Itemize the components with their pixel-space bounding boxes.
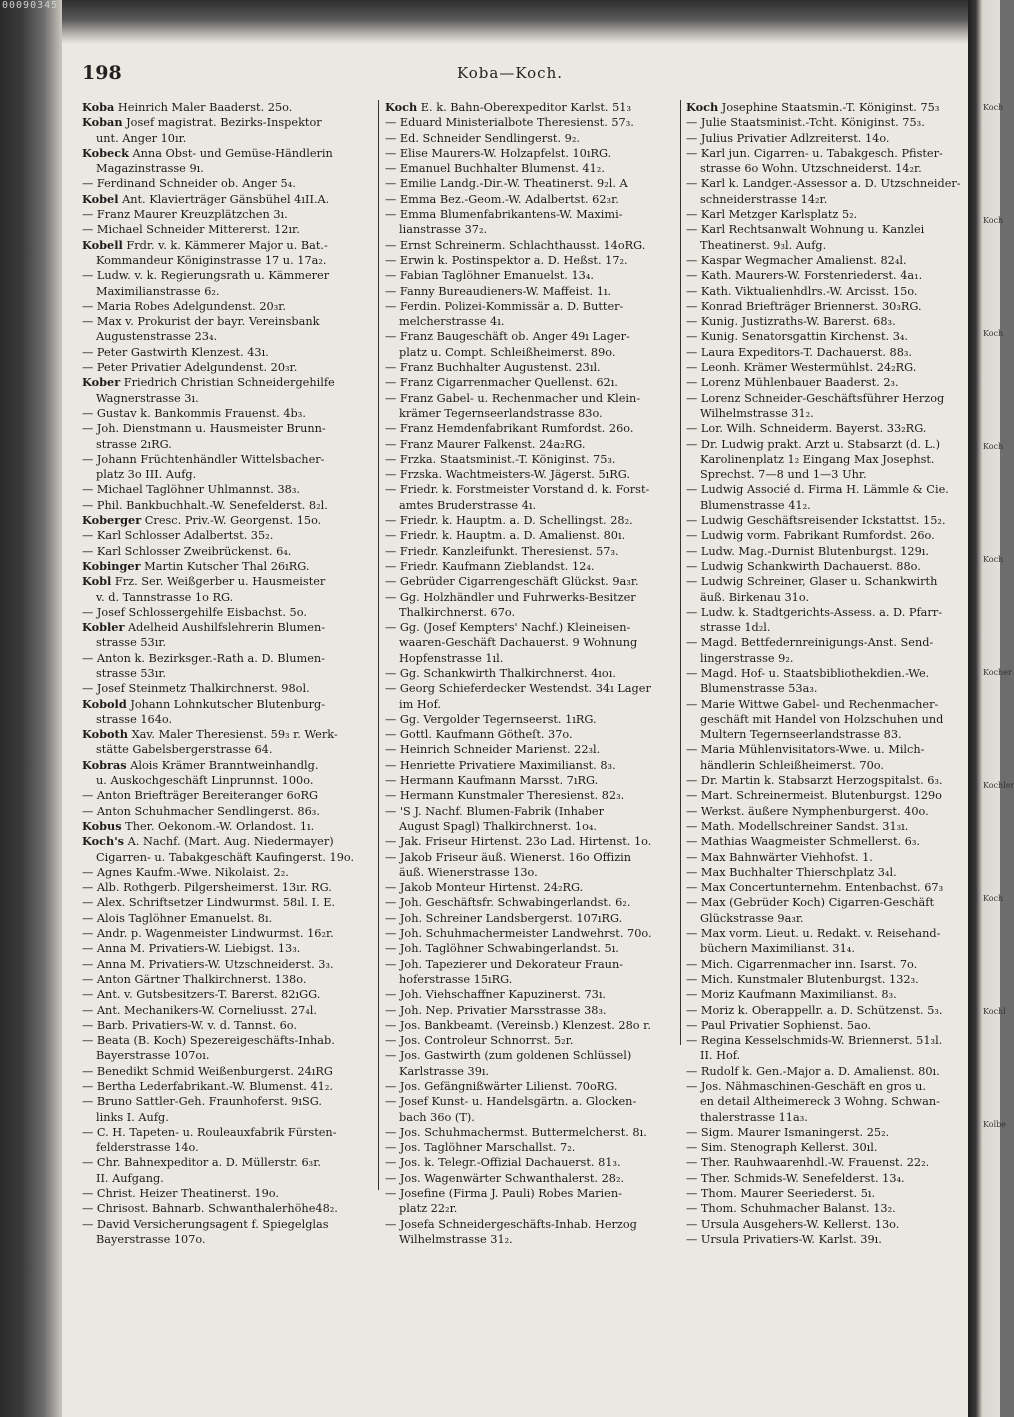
directory-entry: — Gebrüder Cigarrengeschäft Glückst. 9a₃r. (385, 575, 639, 589)
directory-entry: — Dr. Martin k. Stabsarzt Herzogspitalst. 6₃. (686, 774, 943, 788)
directory-entry: — Sigm. Maurer Ismaningerst. 25₂. (686, 1125, 890, 1139)
directory-entry: — Joh. Viehschaffner Kapuzinerst. 73ı. (385, 988, 607, 1002)
directory-entry: — Leonh. Krämer Westermühlst. 24₂RG. (686, 361, 917, 375)
directory-entry: — Fanny Bureaudieners-W. Maffeist. 1ı. (385, 284, 612, 298)
entry-text: Alois Krämer Branntweinhandlg. (126, 758, 319, 772)
directory-entry: — Jos. Taglöhner Marschallst. 7₂. (385, 1141, 576, 1155)
directory-entry: — Moriz k. Oberappellr. a. D. Schützenst. 5₃. (686, 1003, 943, 1017)
directory-entry: Maximilianstrasse 6₂. (96, 284, 220, 298)
directory-entry (82, 834, 372, 849)
directory-entry (82, 819, 372, 834)
entry-text: Josef magistrat. Bezirks-Inspektor (122, 116, 322, 130)
directory-entry: — Lor. Wilh. Schneiderm. Bayerst. 33₂RG. (686, 422, 927, 436)
directory-entry: — Max (Gebrüder Koch) Cigarren-Geschäft (686, 896, 934, 910)
column-2 (385, 100, 675, 1247)
directory-entry: — Agnes Kaufm.-Wwe. Nikolaist. 2₂. (82, 865, 289, 879)
entry-text: Frz. Ser. Weißgerber u. Hausmeister (111, 575, 326, 589)
directory-entry: — Kath. Viktualienhdlrs.-W. Arcisst. 15o. (686, 284, 918, 298)
directory-entry: — Moriz Kaufmann Maximilianst. 8₃. (686, 988, 897, 1002)
directory-entry: Blumenstrasse 41₂. (700, 498, 811, 512)
directory-entry: — Joh. Schuhmachermeister Landwehrst. 70o. (385, 927, 652, 941)
directory-entry (82, 574, 372, 589)
directory-entry: Wilhelmstrasse 31₂. (399, 1232, 513, 1246)
directory-entry: geschäft mit Handel von Holzschuhen und (700, 712, 944, 726)
directory-entry: platz 22₂r. (399, 1202, 458, 1216)
directory-entry: schneiderstrasse 14₂r. (700, 192, 828, 206)
directory-entry: — Jos. Controleur Schnorrst. 5₂r. (385, 1034, 574, 1048)
directory-entry: — Ant. v. Gutsbesitzers-T. Barerst. 82ıGG. (82, 988, 321, 1002)
directory-entry: — Lorenz Mühlenbauer Baaderst. 2₃. (686, 376, 899, 390)
directory-entry: — Julius Privatier Adlzreiterst. 14o. (686, 131, 890, 145)
directory-entry: Thalkirchnerst. 67o. (399, 605, 516, 619)
directory-entry: — Jos. Gefängnißwärter Lilienst. 70oRG. (385, 1080, 618, 1093)
entry-surname: Kobold (82, 696, 127, 711)
directory-entry: — Andr. p. Wagenmeister Lindwurmst. 16₂r. (82, 927, 334, 941)
directory-entry: im Hof. (399, 697, 441, 711)
directory-entry: — Sim. Stenograph Kellerst. 30ıl. (686, 1141, 878, 1155)
directory-entry: — Magd. Bettfedernreinigungs-Anst. Send- (686, 636, 934, 650)
directory-entry (82, 697, 372, 712)
directory-entry: — Phil. Bankbuchhalt.-W. Senefelderst. 8₂l. (82, 498, 328, 512)
entry-surname: Koban (82, 115, 123, 130)
directory-entry: — Kunig. Senatorsgattin Kirchenst. 3₄. (686, 330, 908, 344)
next-page-word: Kolbe (983, 1120, 1006, 1129)
directory-entry: — Jakob Monteur Hirtenst. 24₂RG. (385, 881, 584, 895)
directory-entry: — Alb. Rothgerb. Pilgersheimerst. 13ır. RG. (82, 881, 332, 895)
directory-entry: — Jakob Friseur äuß. Wienerst. 16o Offizin (385, 850, 632, 864)
directory-entry: — Ludwig vorm. Fabrikant Rumfordst. 26o. (686, 529, 935, 543)
directory-entry: — Magd. Hof- u. Staatsbibliothekdien.-We. (686, 666, 930, 680)
directory-entry: — Gg. Holzhändler und Fuhrwerks-Besitzer (385, 590, 636, 604)
directory-entry: amtes Bruderstrasse 4ı. (399, 498, 537, 512)
directory-entry: — Friedr. Kaufmann Zieblandst. 12₄. (385, 559, 595, 573)
directory-entry: — Eduard Ministerialbote Theresienst. 57₃. (385, 116, 634, 130)
directory-entry: — Kath. Maurers-W. Forstenriederst. 4a₁. (686, 269, 923, 283)
directory-entry: — Erwin k. Postinspektor a. D. Heßst. 17₂. (385, 253, 628, 267)
entry-text: Anna Obst- und Gemüse-Händlerin (128, 146, 333, 160)
directory-entry: — Dr. Ludwig prakt. Arzt u. Stabsarzt (d. L.) (686, 437, 941, 451)
directory-entry: — Paul Privatier Sophienst. 5ao. (686, 1018, 872, 1032)
directory-entry: lianstrasse 37₂. (399, 223, 488, 237)
directory-entry: August Spagl) Thalkirchnerst. 1o₄. (399, 819, 598, 833)
directory-entry: krämer Tegernseerlandstrasse 83o. (399, 406, 603, 420)
directory-entry: — Jak. Friseur Hirtenst. 23o Lad. Hirtenst. 1o. (385, 835, 652, 849)
directory-entry: Hopfenstrasse 1ıl. (399, 651, 504, 665)
scan-top-shadow (0, 0, 1000, 44)
directory-entry: — Math. Modellschreiner Sandst. 31₃ı. (686, 819, 909, 833)
directory-entry: — Heinrich Schneider Marienst. 22₃l. (385, 743, 601, 757)
entry-text: A. Nachf. (Mart. Aug. Niedermayer) (124, 835, 334, 849)
directory-entry: — Rudolf k. Gen.-Major a. D. Amalienst. 80ı. (686, 1064, 940, 1078)
directory-entry: — Gustav k. Bankommis Frauenst. 4b₃. (82, 406, 306, 420)
entry-text: Josephine Staatsmin.-T. Königinst. 75₃ (718, 101, 940, 114)
directory-entry: — Josef Schlossergehilfe Eisbachst. 5o. (82, 605, 307, 619)
directory-entry: — Bruno Sattler-Geh. Fraunhoferst. 9ıSG. (82, 1095, 322, 1109)
directory-entry: Bayerstrasse 107o. (96, 1232, 206, 1246)
directory-entry: — Joh. Taglöhner Schwabingerlandst. 5ı. (385, 942, 619, 956)
directory-entry: — Anton k. Bezirksger.-Rath a. D. Blumen- (82, 651, 325, 665)
directory-entry: — Michael Schneider Mittererst. 12ır. (82, 223, 300, 237)
directory-entry: händlerin Schleißheimerst. 70o. (700, 758, 884, 772)
directory-entry: — Josef Kunst- u. Handelsgärtn. a. Glocken- (385, 1095, 637, 1109)
next-page-word: Koch (983, 329, 1004, 338)
column-rule-1 (378, 100, 379, 1190)
directory-entry: — Ferdinand Schneider ob. Anger 5₄. (82, 177, 296, 191)
entry-surname: Kobras (82, 757, 127, 772)
directory-entry (82, 620, 372, 635)
directory-entry: — Hermann Kaufmann Marsst. 7ıRG. (385, 774, 599, 788)
directory-entry (385, 100, 675, 115)
directory-entry: — Franz Hemdenfabrikant Rumfordst. 26o. (385, 422, 634, 436)
directory-entry: strasse 53ır. (96, 666, 167, 680)
directory-entry: — Karl Metzger Karlsplatz 5₂. (686, 208, 858, 222)
directory-entry: — Frzka. Staatsminist.-T. Königinst. 75₃. (385, 452, 616, 466)
entry-surname: Koch (686, 100, 719, 114)
directory-entry: — Werkst. äußere Nymphenburgerst. 40o. (686, 804, 929, 818)
directory-entry: — Ant. Mechanikers-W. Corneliusst. 27₄l. (82, 1003, 317, 1017)
directory-entry: — Gottl. Kaufmann Götheſt. 37o. (385, 728, 573, 742)
directory-entry: — Max Concertunternehm. Entenbachst. 67₃ (686, 881, 944, 895)
directory-entry: — Karl Schlosser Adalbertst. 35₂. (82, 529, 274, 543)
directory-entry: — Josef Steinmetz Thalkirchnerst. 98ol. (82, 682, 310, 696)
next-page-word: Koch (983, 103, 1004, 112)
directory-entry: — Gg. Vergolder Tegernseerst. 1ıRG. (385, 712, 597, 726)
directory-entry: Blumenstrasse 53a₃. (700, 682, 818, 696)
directory-entry: — David Versicherungsagent f. Spiegelglas (82, 1217, 329, 1231)
directory-entry: — Joh. Dienstmann u. Hausmeister Brunn- (82, 422, 326, 436)
directory-entry: unt. Anger 10ır. (96, 131, 187, 145)
directory-entry: strasse 2ıRG. (96, 437, 172, 451)
directory-entry: — Ther. Schmids-W. Senefelderst. 13₄. (686, 1171, 905, 1185)
directory-entry: thalerstrasse 11a₃. (700, 1110, 808, 1124)
directory-entry: en detail Altheimereck 3 Wohng. Schwan- (700, 1095, 940, 1109)
entry-text: Frdr. v. k. Kämmerer Major u. Bat.- (122, 238, 328, 252)
directory-entry: — Mich. Kunstmaler Blutenburgst. 132₃. (686, 972, 919, 986)
directory-entry: — Joh. Nep. Privatier Marsstrasse 38₃. (385, 1003, 607, 1017)
directory-entry: — Ludw. Mag.-Durnist Blutenburgst. 129ı. (686, 544, 930, 558)
directory-entry: stätte Gabelsbergerstrasse 64. (96, 743, 273, 757)
directory-entry: waaren-Geschäft Dachauerst. 9 Wohnung (399, 636, 638, 650)
entry-surname: Koba (82, 100, 115, 114)
directory-entry: — Hermann Kunstmaler Theresienst. 82₃. (385, 789, 625, 803)
entry-text: Cresc. Priv.-W. Georgenst. 15o. (141, 514, 322, 528)
directory-entry: — Emilie Landg.-Dir.-W. Theatinerst. 9₂l. A (385, 177, 628, 191)
entry-surname: Kobeck (82, 145, 129, 160)
directory-entry: — Emanuel Buchhalter Blumenst. 41₂. (385, 162, 605, 176)
directory-entry: — Christ. Heizer Theatinerst. 19o. (82, 1187, 279, 1201)
directory-entry: äuß. Birkenau 31o. (700, 590, 810, 604)
directory-entry: büchern Maximilianst. 31₄. (700, 942, 855, 956)
entry-surname: Kobinger (82, 558, 141, 573)
entry-surname: Koch's (82, 834, 125, 849)
directory-entry: — C. H. Tapeten- u. Rouleauxfabrik Fürsten- (82, 1125, 337, 1139)
directory-entry: — Marie Wittwe Gabel- und Rechenmacher- (686, 697, 939, 711)
directory-entry (82, 513, 372, 528)
directory-entry: strasse 1d₂l. (700, 621, 771, 635)
directory-entry: strasse 53ır. (96, 636, 167, 650)
directory-entry: Multern Tegernseerlandstrasse 83. (700, 728, 902, 742)
directory-entry: II. Hof. (700, 1049, 741, 1063)
column-1 (82, 100, 372, 1247)
directory-entry: — Emma Bez.-Geom.-W. Adalbertst. 62₃r. (385, 192, 619, 206)
next-page-word: Koch (983, 442, 1004, 451)
directory-entry: — Alex. Schriftsetzer Lindwurmst. 58ıl. I. E. (82, 896, 336, 910)
directory-entry: lingerstrasse 9₂. (700, 651, 794, 665)
entry-surname: Kobus (82, 818, 122, 833)
entry-text: E. k. Bahn-Oberexpeditor Karlst. 51₃ (417, 101, 631, 114)
directory-entry: — Ludwig Associé d. Firma H. Lämmle & Cie. (686, 483, 949, 497)
directory-entry: — Franz Maurer Kreuzplätzchen 3ı. (82, 208, 288, 222)
directory-entry: strasse 164o. (96, 712, 173, 726)
directory-entry: — Laura Expeditors-T. Dachauerst. 88₃. (686, 345, 913, 359)
directory-entry: — Jos. Schuhmachermst. Buttermelcherst. 8ı. (385, 1125, 647, 1139)
directory-entry: — Max vorm. Lieut. u. Redakt. v. Reisehand- (686, 927, 941, 941)
directory-entry: Sprechst. 7—8 und 1—3 Uhr. (700, 468, 867, 482)
directory-entry: — Ludwig Geschäftsreisender Ickstattst. 15₂. (686, 514, 946, 528)
directory-entry: Karlstrasse 39ı. (399, 1064, 490, 1078)
directory-entry: — Michael Taglöhner Uhlmannst. 38₃. (82, 483, 300, 497)
directory-entry: — Franz Cigarrenmacher Quellenst. 62ı. (385, 376, 618, 390)
directory-entry: — Kunig. Justizraths-W. Barerst. 68₃. (686, 315, 896, 329)
directory-entry: u. Auskochgeschäft Linprunnst. 100o. (96, 774, 314, 788)
directory-entry: — Ursula Ausgehers-W. Kellerst. 13o. (686, 1217, 900, 1231)
directory-entry: — Anton Briefträger Bereiteranger 6oRG (82, 789, 319, 803)
entry-text: Xav. Maler Theresienst. 59₃ r. Werk- (127, 728, 338, 742)
directory-entry (82, 115, 372, 130)
directory-entry: — Franz Maurer Falkenst. 24a₂RG. (385, 437, 586, 451)
directory-entry: — Chrisost. Bahnarb. Schwanthalerhöhe48₂. (82, 1202, 338, 1216)
scan-id: 00090345 (2, 0, 59, 11)
directory-entry: — Jos. Nähmaschinen-Geschäft en gros u. (686, 1080, 927, 1093)
directory-entry: — Barb. Privatiers-W. v. d. Tannst. 6o. (82, 1018, 298, 1032)
directory-entry: — Lorenz Schneider-Geschäftsführer Herzog (686, 391, 945, 405)
directory-entry: — Fabian Taglöhner Emanuelst. 13₄. (385, 269, 594, 283)
directory-entry: — Ludw. v. k. Regierungsrath u. Kämmerer (82, 269, 330, 283)
next-page-word: Kochler (983, 781, 1014, 790)
directory-entry: II. Aufgang. (96, 1171, 164, 1185)
entry-surname: Koboth (82, 727, 128, 742)
directory-entry: — Max Buchhalter Thierschplatz 3₄l. (686, 865, 897, 879)
directory-entry: — Alois Taglöhner Emanuelst. 8ı. (82, 911, 273, 925)
directory-entry: — Ludwig Schankwirth Dachauerst. 88o. (686, 559, 921, 573)
directory-entry: — Franz Baugeschäft ob. Anger 49ı Lager- (385, 330, 630, 344)
directory-entry: — Mich. Cigarrenmacher inn. Isarst. 7o. (686, 957, 918, 971)
entry-surname: Kobl (82, 574, 112, 589)
next-page-word: Koch (983, 216, 1004, 225)
directory-entry: — Joh. Schreiner Landsbergerst. 107ıRG. (385, 911, 623, 925)
directory-entry: — Franz Gabel- u. Rechenmacher und Klein- (385, 391, 641, 405)
entry-text: Ant. Klavierträger Gänsbühel 4ıII.A. (118, 192, 330, 206)
entry-text: Johann Lohnkutscher Blutenburg- (126, 697, 326, 711)
next-page-word: Koch (983, 894, 1004, 903)
directory-entry: — Elise Maurers-W. Holzapfelst. 10ıRG. (385, 146, 612, 160)
directory-entry: — Joh. Tapezierer und Dekorateur Fraun- (385, 957, 624, 971)
directory-entry (82, 375, 372, 390)
directory-entry: — Johann Früchtenhändler Wittelsbacher- (82, 452, 325, 466)
column-rule-2 (680, 100, 681, 1045)
directory-entry: Kommandeur Königinstrasse 17 u. 17a₂. (96, 253, 327, 267)
next-page-word: Kocher (983, 668, 1012, 677)
directory-entry: — Thom. Maurer Seeriederst. 5ı. (686, 1187, 876, 1201)
directory-entry: — Karl Schlosser Zweibrückenst. 6₄. (82, 544, 292, 558)
entry-text: Adelheid Aushilfslehrerin Blumen- (124, 621, 326, 635)
directory-entry: — Friedr. k. Forstmeister Vorstand d. k. Forst- (385, 483, 650, 497)
entry-text: Ther. Oekonom.-W. Orlandost. 1ı. (121, 819, 315, 833)
directory-entry (82, 238, 372, 253)
directory-entry: — Karl Rechtsanwalt Wohnung u. Kanzlei (686, 223, 925, 237)
directory-entry: — Anton Gärtner Thalkirchnerst. 138o. (82, 972, 307, 986)
directory-entry: — Peter Gastwirth Klenzest. 43ı. (82, 345, 269, 359)
directory-entry: — Beata (B. Koch) Spezereigeschäfts-Inhab. (82, 1034, 335, 1048)
directory-entry: — Friedr. Kanzleifunkt. Theresienst. 57₃. (385, 544, 619, 558)
directory-entry: — Georg Schieferdecker Westendst. 34ı Lager (385, 682, 651, 696)
directory-entry: — Ed. Schneider Sendlingerst. 9₂. (385, 131, 580, 145)
directory-entry: äuß. Wienerstrasse 13o. (399, 865, 538, 879)
directory-entry: Theatinerst. 9₃l. Aufg. (700, 238, 827, 252)
scan-left-gutter (0, 0, 62, 1417)
directory-entry: — Bertha Lederfabrikant.-W. Blumenst. 41₂. (82, 1080, 333, 1093)
directory-entry: — Franz Buchhalter Augustenst. 23ıl. (385, 361, 601, 375)
directory-entry: — Benedikt Schmid Weißenburgerst. 24ıRG (82, 1064, 333, 1078)
directory-entry (82, 146, 372, 161)
directory-entry: — Joh. Geschäftsfr. Schwabingerlandst. 6₂. (385, 896, 631, 910)
directory-entry: — Jos. k. Telegr.-Offizial Dachauerst. 81₃. (385, 1156, 621, 1170)
directory-entry: — Gg. (Josef Kempters' Nachf.) Kleineisen- (385, 621, 631, 635)
directory-entry: — Julie Staatsminist.-Tcht. Königinst. 75₃. (686, 116, 925, 130)
directory-entry: hoferstrasse 15ıRG. (399, 972, 513, 986)
directory-entry: platz u. Compt. Schleißheimerst. 89o. (399, 345, 616, 359)
entry-text: Friedrich Christian Schneidergehilfe (120, 376, 335, 390)
directory-entry: Wilhelmstrasse 31₂. (700, 406, 814, 420)
directory-entry: strasse 6o Wohn. Utzschneiderst. 14₂r. (700, 162, 922, 176)
directory-entry: — Josefine (Firma J. Pauli) Robes Marien- (385, 1187, 622, 1201)
directory-entry: platz 3o III. Aufg. (96, 468, 197, 482)
directory-entry: Glückstrasse 9a₃r. (700, 911, 804, 925)
directory-entry: Cigarren- u. Tabakgeschäft Kaufingerst. 19o. (96, 850, 355, 864)
directory-entry: — Max v. Prokurist der bayr. Vereinsbank (82, 315, 320, 329)
directory-entry: — Jos. Wagenwärter Schwanthalerst. 28₂. (385, 1171, 625, 1185)
directory-entry (82, 192, 372, 207)
page-number: 198 (82, 62, 122, 84)
directory-entry: — Konrad Briefträger Briennerst. 30₃RG. (686, 299, 922, 313)
directory-entry: — Gg. Schankwirth Thalkirchnerst. 4ıoı. (385, 666, 616, 680)
directory-entry: — Anna M. Privatiers-W. Utzschneiderst. 3₃. (82, 957, 334, 971)
directory-entry: — Karl jun. Cigarren- u. Tabakgesch. Pfister- (686, 146, 943, 160)
directory-entry: links I. Aufg. (96, 1110, 169, 1124)
entry-text: Heinrich Maler Baaderst. 25o. (114, 101, 293, 114)
directory-entry: — Chr. Bahnexpeditor a. D. Müllerstr. 6₃r. (82, 1156, 321, 1170)
directory-entry: — Mart. Schreinermeist. Blutenburgst. 129o (686, 789, 942, 803)
directory-entry: — Anton Schuhmacher Sendlingerst. 86₃. (82, 804, 320, 818)
directory-entry: — Emma Blumenfabrikantens-W. Maximi- (385, 208, 623, 222)
directory-entry: Wagnerstrasse 3ı. (96, 391, 199, 405)
directory-entry: — Thom. Schuhmacher Balanst. 13₂. (686, 1202, 896, 1216)
directory-entry: v. d. Tannstrasse 1o RG. (96, 590, 234, 604)
next-page-word: Koch (983, 555, 1004, 564)
next-page-edge (968, 0, 1014, 1417)
directory-entry: melcherstrasse 4ı. (399, 315, 505, 329)
directory-entry (82, 727, 372, 742)
directory-entry: bach 36o (T). (399, 1110, 475, 1124)
directory-entry: — Regina Kesselschmids-W. Briennerst. 51₃l. (686, 1034, 943, 1048)
directory-entry: — Friedr. k. Hauptm. a. D. Amalienst. 80ı. (385, 529, 626, 543)
directory-entry (82, 758, 372, 773)
directory-entry: — Ernst Schreinerm. Schlachthausst. 14oRG. (385, 238, 646, 252)
entry-text: Martin Kutscher Thal 26ıRG. (140, 559, 310, 573)
directory-entry: — Karl k. Landger.-Assessor a. D. Utzschneider- (686, 177, 961, 191)
directory-entry: — Ferdin. Polizei-Kommissär a. D. Butter- (385, 299, 624, 313)
entry-surname: Kobell (82, 237, 123, 252)
entry-surname: Kobel (82, 191, 119, 206)
directory-entry: felderstrasse 14o. (96, 1141, 199, 1155)
directory-entry: — Anna M. Privatiers-W. Liebigst. 13₃. (82, 942, 301, 956)
directory-entry (82, 100, 372, 115)
directory-entry: — Maria Robes Adelgundenst. 20₃r. (82, 299, 286, 313)
directory-entry: — Mathias Waagmeister Schmellerst. 6₃. (686, 835, 920, 849)
directory-entry: — Jos. Bankbeamt. (Vereinsb.) Klenzest. 28o r. (385, 1018, 651, 1032)
directory-entry: — Ludw. k. Stadtgerichts-Assess. a. D. Pfarr- (686, 605, 943, 619)
directory-entry (82, 559, 372, 574)
column-3 (686, 100, 966, 1247)
directory-entry: — Frzska. Wachtmeisters-W. Jägerst. 5ıRG. (385, 468, 631, 482)
directory-entry: — Maria Mühlenvisitators-Wwe. u. Milch- (686, 743, 925, 757)
directory-entry: — Friedr. k. Hauptm. a. D. Schellingst. 28₂. (385, 514, 633, 528)
next-page-peek (983, 100, 1014, 1230)
directory-entry: Magazinstrasse 9ı. (96, 162, 204, 176)
entry-surname: Kober (82, 375, 121, 390)
directory-entry: — Ursula Privatiers-W. Karlst. 39ı. (686, 1232, 882, 1246)
directory-entry (686, 100, 966, 115)
next-page-word: Kochl (983, 1007, 1006, 1016)
directory-entry: — Ludwig Schreiner, Glaser u. Schankwirth (686, 575, 938, 589)
directory-entry: Augustenstrasse 23₄. (96, 330, 218, 344)
running-head: Koba—Koch. (456, 64, 564, 82)
entry-surname: Kobler (82, 620, 125, 635)
directory-entry: — Max Bahnwärter Viehhofst. 1. (686, 850, 873, 864)
directory-entry: — Peter Privatier Adelgundenst. 20₃r. (82, 361, 298, 375)
directory-entry: Karolinenplatz 1₂ Eingang Max Josephst. (700, 452, 935, 466)
directory-entry: — 'S J. Nachf. Blumen-Fabrik (Inhaber (385, 804, 604, 818)
entry-surname: Koch (385, 100, 418, 114)
directory-entry: — Ther. Rauhwaarenhdl.-W. Frauenst. 22₂. (686, 1156, 930, 1170)
directory-entry: — Henriette Privatiere Maximilianst. 8₃. (385, 758, 616, 772)
directory-entry: Bayerstrasse 107oı. (96, 1049, 210, 1063)
directory-entry: — Kaspar Wegmacher Amalienst. 82₄l. (686, 253, 907, 267)
directory-entry: — Jos. Gastwirth (zum goldenen Schlüssel) (385, 1049, 632, 1063)
entry-surname: Koberger (82, 513, 142, 528)
directory-entry: — Josefa Schneidergeschäfts-Inhab. Herzog (385, 1217, 637, 1231)
